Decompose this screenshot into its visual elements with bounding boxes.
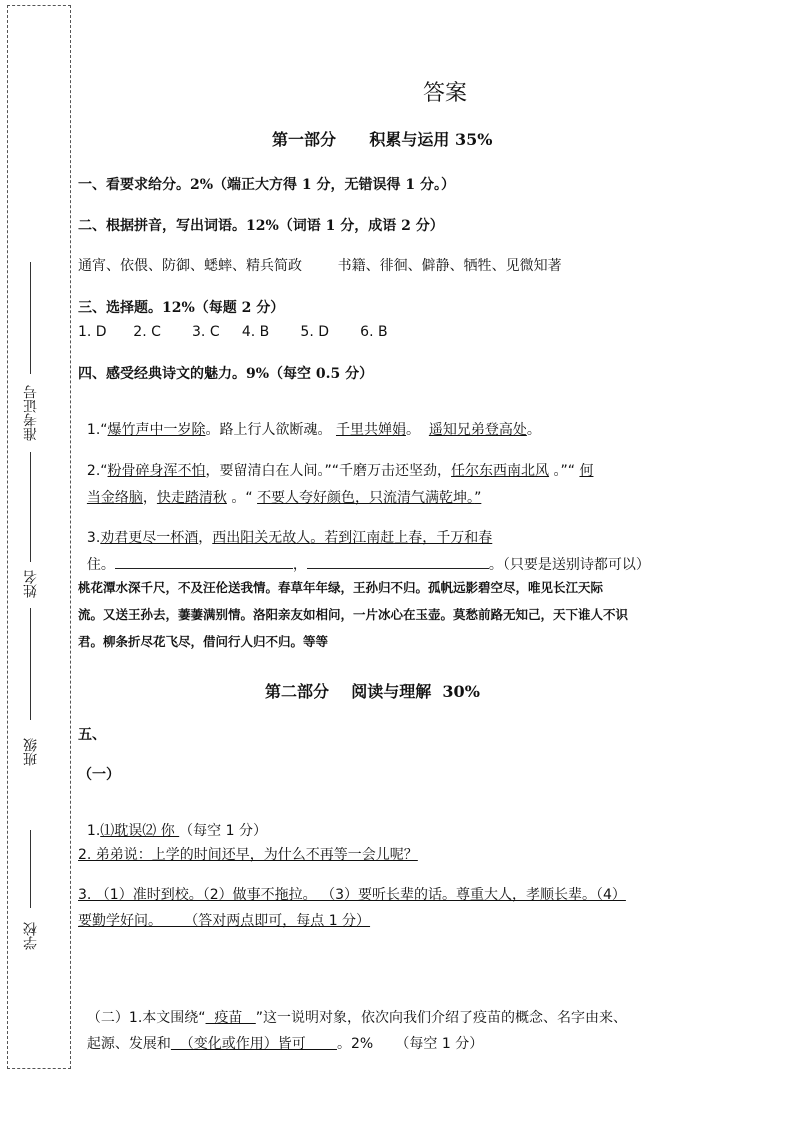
q4-1-e: 。 (405, 422, 425, 438)
zkz-label: 准考证号 (23, 385, 39, 441)
q2-answer: 通宵、依偎、防御、蟋蟀、精兵简政 书籍、徘徊、僻静、牺牲、见微知著 (78, 258, 562, 274)
q4-2-line2 (78, 471, 481, 507)
q4-3-l1d: 西出阳关无故人 (212, 530, 311, 546)
q4-2-l2a: 当金络脑 (86, 490, 143, 506)
q4-3-line2 (78, 538, 650, 574)
answer-blank-2 (307, 554, 489, 569)
q4-3-l1b: 劝君更尽一杯酒 (100, 530, 199, 546)
q4-3-l1e: 。若到江南赶上春，千万和春 (310, 530, 493, 546)
r2b-l2a: 起源、发展和 (86, 1036, 171, 1052)
q4-2-l1c: ，要留清白在人间。”“千磨万击还坚劲， (205, 463, 452, 479)
q4-3-l1c: ， (198, 530, 213, 546)
q4-3-l1a: 3. (86, 530, 101, 546)
r3-answer-line2: 要勤学好问。 （答对两点即可，每点 1 分） (78, 913, 371, 929)
class-line (30, 830, 31, 908)
q3-heading: 三、选择题。12%（每题 2 分） (78, 300, 285, 316)
q5-sub1-heading: （一） (78, 767, 120, 783)
q4-1-b: 。路上行人欲断魂 (205, 422, 318, 438)
class-label: 班级 (23, 738, 39, 766)
q4-2-l2f: ” (474, 490, 482, 506)
answer-blank-1 (115, 554, 293, 569)
zkz-line (30, 262, 31, 374)
r2-answer: 2. 弟弟说：上学的时间还早，为什么不再等一会儿呢？ (78, 847, 418, 863)
q4-1-d: 千里共婵娟 (335, 422, 406, 438)
q4-2-l1e: 。”“ (549, 463, 580, 479)
q4-1-prefix: 1.“ (86, 422, 108, 438)
q4-2-l1f: 何 (579, 463, 594, 479)
q3-answer: 1. D 2. C 3. C 4. B 5. D 6. B (78, 324, 388, 340)
q4-3-l2c: 。（只要是送别诗都可以） (488, 557, 650, 573)
r2b-l1c: ”这一说明对象，依次向我们介绍了疫苗的概念、名字由来、 (255, 1010, 628, 1026)
r1-c: （每空 1 分） (179, 823, 267, 839)
r1-num: 1. (86, 823, 101, 839)
q4-2-l2d: 。“ (226, 490, 258, 506)
name-label: 姓名 (23, 570, 39, 598)
q4-2-l1b: 粉骨碎身浑不怕 (107, 463, 206, 479)
q4-2-l1a: 2.“ (86, 463, 108, 479)
q4-3-l2b: ， (292, 557, 307, 573)
q5-heading: 五、 (78, 727, 106, 743)
r1-b: ⑴耽误⑵ 你 (100, 823, 180, 839)
binding-margin (7, 5, 71, 1069)
q4-2-l2e: 不要人夸好颜色，只流清气满乾坤。 (257, 490, 475, 506)
r1-answer (78, 804, 267, 840)
page-title: 答案 (422, 81, 467, 106)
q4-1-g: 。 (526, 422, 541, 438)
q4-heading: 四、感受经典诗文的魅力。9%（每空 0.5 分） (78, 366, 374, 382)
q4-2-l2c: 快走踏清秋 (156, 490, 227, 506)
poem-line-1: 桃花潭水深千尺，不及汪伦送我情。春草年年绿，王孙归不归。孤帆远影碧空尽，唯见长江天际 (78, 580, 604, 595)
part1-heading: 第一部分 积累与运用 35% (272, 130, 493, 149)
q4-1-a: 爆竹声中一岁除 (107, 422, 206, 438)
r2b-l1b: 疫苗 (205, 1010, 256, 1026)
q2-heading: 二、根据拼音，写出词语。12%（词语 1 分，成语 2 分） (78, 218, 444, 234)
part2-heading: 第二部分 阅读与理解 30% (265, 682, 480, 701)
q4-1-c: 。 (317, 422, 332, 438)
r2b-l2b: （变化或作用）皆可 (170, 1036, 337, 1052)
r2b-l1a: （二）1.本文围绕“ (86, 1010, 206, 1026)
school-label: 学校 (23, 922, 39, 950)
q4-2-l2b: ， (142, 490, 157, 506)
q4-1-f: 遥知兄弟登高处 (428, 422, 527, 438)
r3-answer-line1: 3. （1）准时到校。（2）做事不拖拉。 （3）要听长辈的话。尊重大人，孝顺长辈。（4） (78, 887, 626, 903)
q4-1-answer (78, 403, 541, 439)
q1-heading: 一、看要求给分。2%（端正大方得 1 分，无错误得 1 分。） (78, 177, 456, 193)
q4-3-l2a: 住。 (86, 557, 115, 573)
r2b-l2c: 。2% （每空 1 分） (336, 1036, 484, 1052)
name-line-2 (30, 608, 31, 720)
poem-line-3: 君。柳条折尽花飞尽，借问行人归不归。等等 (78, 634, 329, 649)
poem-line-2: 流。又送王孙去，萋萋满别情。洛阳亲友如相问，一片冰心在玉壶。莫愁前路无知己，天下谁人不识 (78, 607, 629, 622)
r2b-line2 (78, 1017, 483, 1053)
q4-2-l1d: 任尔东西南北风 (451, 463, 550, 479)
name-line (30, 452, 31, 562)
